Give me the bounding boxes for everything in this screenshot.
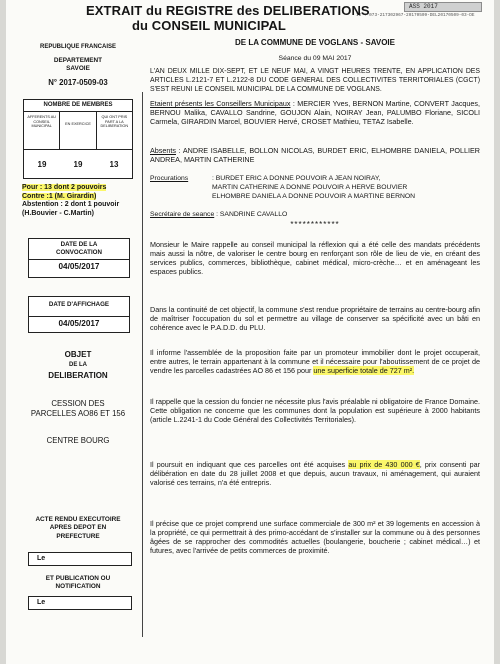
objet-deliberation: DELIBERATION xyxy=(48,371,108,380)
membres-col-votants: QUI ONT PRIS PART A LA DELIBERATION xyxy=(100,115,129,129)
affichage-box xyxy=(28,296,130,333)
title-line-2: du CONSEIL MUNICIPAL xyxy=(132,18,286,33)
seance-date: Séance du 09 MAI 2017 xyxy=(278,55,352,62)
procurations-label: Procurations xyxy=(150,175,189,182)
membres-title: NOMBRE DE MEMBRES xyxy=(24,100,132,112)
presents-list: : MERCIER Yves, BERNON Martine, CONVERT Jacques, BERNOU Malika, CAVALLO Sandrine, GOUJON Alain, NOIRAY Jean, PALUMBO Floriane, SICOLI Carmela, GIRARDIN Marcel, BOUVIER Hervé, CROSET Mathieu, TETAZ Isabelle. xyxy=(150,99,481,127)
objet-text: CESSION DES PARCELLES AO86 ET 156 xyxy=(30,399,126,418)
procuration-2: MARTIN CATHERINE A DONNE POUVOIR A HERVE BOUVIER xyxy=(212,183,408,191)
paragraph-3 xyxy=(150,349,480,376)
title-line-1: EXTRAIT du REGISTRE des DELIBERATIONS xyxy=(86,3,370,18)
membres-val-afferents: 19 xyxy=(37,159,47,169)
paragraph-6: Il précise que ce projet comprend une surface commerciale de 300 m² et 39 logements en accession à la propriété, ce qui permettrait à des primo-accédant de s'installer sur la commune ou à des personnes âgées de se rapprocher des commodités actuelles (boulangerie, boucherie ; cabinet médical…) et futures, avec l'arrivée de petits commerces de proximité. xyxy=(150,519,480,555)
paragraph-5 xyxy=(150,461,480,488)
affichage-label: DATE D'AFFICHAGE xyxy=(48,301,110,308)
membres-val-exercice: 19 xyxy=(73,159,83,169)
separator-stars: ************ xyxy=(290,220,340,229)
procuration-1: : BURDET ERIC A DONNE POUVOIR A JEAN NOIRAY, xyxy=(212,175,381,182)
paragraph-2: Dans la continuité de cet objectif, la commune s'est rendue propriétaire de terrains au centre-bourg afin de maîtriser l'occupation du sol et permettre au village de conserver sa spécificité avec un bâti en cohérence avec le P.A.D.D. du PLU. xyxy=(150,305,480,332)
membres-val-votants: 13 xyxy=(109,159,119,169)
paragraph-1: Monsieur le Maire rappelle au conseil municipal la réflexion qui a été celle des mandats précédents mais aussi la nôtre, de valoriser le centre bourg en renforçant son rôle de lieu de vie, en créant des services publics, commerces, bibliothèque, cabinet médical, micro-crèche… et en aménageant les espaces publics. xyxy=(150,240,480,276)
vote-pour: Pour : 13 dont 2 pouvoirs xyxy=(22,184,107,191)
absents-list: : ANDRE ISABELLE, BOLLON NICOLAS, BURDET ERIC, ELHOMBRE DANIELA, POLLIER ANDREA, MARTIN CATHERINE xyxy=(150,146,480,165)
procurations-paragraph xyxy=(150,175,480,202)
secretaire-paragraph xyxy=(150,211,480,220)
convocation-label: DATE DE LA CONVOCATION xyxy=(56,241,102,256)
secretaire-name: : SANDRINE CAVALLO xyxy=(216,211,288,218)
paragraph-5-text: Il poursuit en indiquant que ces parcelles ont été acquises xyxy=(150,460,346,469)
commune-heading: DE LA COMMUNE DE VOGLANS - SAVOIE xyxy=(234,38,395,47)
membres-col-exercice: EN EXERCICE xyxy=(60,112,96,149)
membres-col-afferents: AFFERENTS AU CONSEIL MUNICIPAL xyxy=(24,112,60,149)
affichage-date: 04/05/2017 xyxy=(29,316,129,330)
convocation-date: 04/05/2017 xyxy=(29,259,129,273)
absents-label: Absents xyxy=(150,146,176,155)
paragraph-5-rest: , prix consenti par délibération en date du 28 juillet 2008 et que depuis, aucun travaux, ni aménagement, qui auraient valorisé ces terrains, n'a été entrepris. xyxy=(150,460,480,487)
membres-table xyxy=(23,99,133,179)
presents-label: Etaient présents les Conseillers Municipaux xyxy=(150,99,291,108)
superficie-highlight: une superficie totale de 727 m². xyxy=(313,365,415,375)
column-divider xyxy=(142,92,143,637)
objet-de-la: DE LA xyxy=(69,362,87,368)
publication-date-field: Le xyxy=(28,596,132,610)
paragraph-3-text: Il informe l'assemblée de la proposition faite par un promoteur immobilier dont le projet occuperait, entre autres, le terrain appartenant à la commune et il nécessaire pour l'aboutissement de ce projet de vendre les parcelles cadastrées AO 86 et 156 pour xyxy=(150,348,480,375)
prix-highlight: au prix de 430 000 € xyxy=(348,460,420,469)
departement-label: DEPARTEMENT xyxy=(53,57,103,64)
acte-date-field: Le xyxy=(28,552,132,566)
presents-paragraph xyxy=(150,99,480,127)
vote-result xyxy=(22,184,138,218)
departement: SAVOIE xyxy=(66,65,90,72)
vote-abstention: Abstention : 2 dont 1 pouvoir (H.Bouvier - C.Martin) xyxy=(22,201,120,217)
acte-executoire: ACTE RENDU EXECUTOIRE APRES DEPOT EN PREFECTURE xyxy=(35,516,121,540)
paragraph-4: Il rappelle que la cession du foncier ne nécessite plus l'avis préalable ni obligatoire de France Domaine. Cette obligation ne concerne que les communes dont la population est supérieure à 2000 habitants (article L.2241-1 du Code Général des Collectivités Territoriales). xyxy=(150,397,480,424)
reception-stamp: ASS 2017 xyxy=(404,2,482,12)
document-page xyxy=(6,0,494,664)
publication-notification: ET PUBLICATION OU NOTIFICATION xyxy=(45,575,111,591)
objet-title: OBJET xyxy=(64,350,92,359)
republique: REPUBLIQUE FRANCAISE xyxy=(39,44,116,50)
numero-deliberation: N° 2017-0509-03 xyxy=(48,78,108,87)
vote-contre: Contre :1 (M. Girardin) xyxy=(22,192,97,200)
intro-paragraph: L'AN DEUX MILLE DIX-SEPT, ET LE NEUF MAI, A VINGT HEURES TRENTE, EN APPLICATION DES ARTICLES L.2121-7 ET L.2122-8 DU CODE GENERAL DES COLLECTIVITES TERRITORIALES (CGCT) S'EST REUNI LE CONSEIL MUNICIPAL DE LA COMMUNE DE VOGLANS. xyxy=(150,68,480,93)
procuration-3: ELHOMBRE DANIELA A DONNE POUVOIR A MARTINE BERNON xyxy=(212,192,416,200)
objet-centre-bourg: CENTRE BOURG xyxy=(46,436,110,445)
absents-paragraph xyxy=(150,146,480,164)
secretaire-label: Secrétaire de seance xyxy=(150,211,215,218)
convocation-box xyxy=(28,238,130,278)
acte-id: ID : 073-217302967-20170509-DEL20170509-03-DE xyxy=(356,13,475,18)
